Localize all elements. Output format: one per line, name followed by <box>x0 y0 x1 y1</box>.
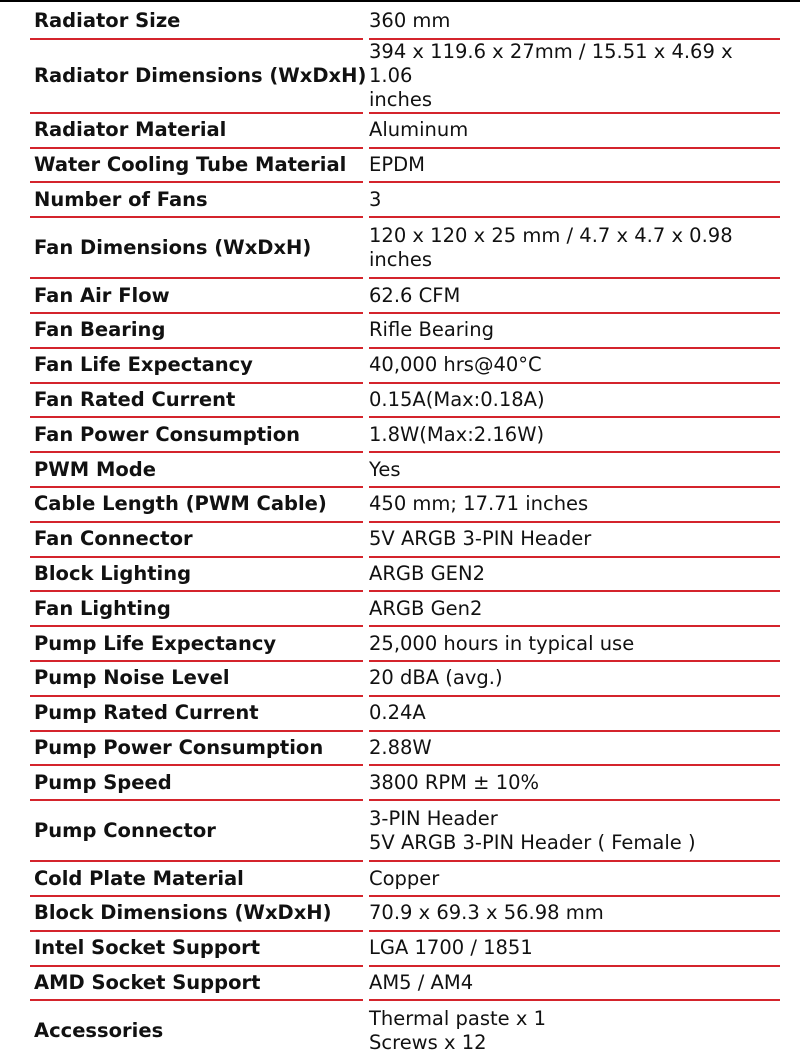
spec-value <box>364 896 780 931</box>
spec-value-line: EPDM <box>369 152 425 176</box>
spec-row <box>30 217 780 278</box>
spec-label: AMD Socket Support <box>30 966 364 1001</box>
spec-value-line: 2.88W <box>369 735 432 759</box>
spec-value <box>364 626 780 661</box>
spec-row <box>30 313 780 348</box>
spec-value <box>364 217 780 278</box>
spec-value <box>364 417 780 452</box>
spec-label: Intel Socket Support <box>30 931 364 966</box>
spec-value-line: 360 mm <box>369 9 451 33</box>
spec-row <box>30 182 780 217</box>
spec-label: Fan Air Flow <box>30 278 364 313</box>
spec-value-line: 5V ARGB 3-PIN Header ( Female ) <box>369 830 696 854</box>
spec-row <box>30 800 780 861</box>
spec-label: Fan Life Expectancy <box>30 348 364 383</box>
spec-value-line: AM5 / AM4 <box>369 970 474 994</box>
spec-value-line: 3800 RPM ± 10% <box>369 770 540 794</box>
spec-value-line: 450 mm; 17.71 inches <box>369 492 589 516</box>
spec-label: PWM Mode <box>30 452 364 487</box>
spec-row <box>30 417 780 452</box>
spec-row <box>30 39 780 113</box>
spec-value-line: 62.6 CFM <box>369 283 461 307</box>
spec-row <box>30 278 780 313</box>
spec-value-line: 3 <box>369 187 382 211</box>
spec-label: Radiator Size <box>30 5 364 39</box>
spec-row <box>30 348 780 383</box>
spec-value <box>364 487 780 522</box>
spec-label: Number of Fans <box>30 182 364 217</box>
spec-value <box>364 522 780 557</box>
spec-label: Pump Rated Current <box>30 696 364 731</box>
spec-label: Fan Rated Current <box>30 383 364 418</box>
spec-value <box>364 591 780 626</box>
spec-value <box>364 661 780 696</box>
spec-label: Radiator Dimensions (WxDxH) <box>30 39 364 113</box>
spec-table <box>30 5 780 1060</box>
spec-value <box>364 696 780 731</box>
spec-value-line: Rifle Bearing <box>369 318 494 342</box>
spec-value-line: 1.8W(Max:2.16W) <box>369 422 545 446</box>
spec-value <box>364 1000 780 1060</box>
spec-row <box>30 522 780 557</box>
spec-value-line: 40,000 hrs@40°C <box>369 353 542 377</box>
spec-row <box>30 896 780 931</box>
spec-value-line: 0.15A(Max:0.18A) <box>369 387 545 411</box>
spec-value-line: 20 dBA (avg.) <box>369 666 503 690</box>
spec-value <box>364 5 780 39</box>
spec-row <box>30 931 780 966</box>
spec-row <box>30 487 780 522</box>
spec-label: Block Dimensions (WxDxH) <box>30 896 364 931</box>
spec-label: Pump Power Consumption <box>30 731 364 766</box>
spec-value-line: ARGB Gen2 <box>369 596 483 620</box>
spec-value-line: 70.9 x 69.3 x 56.98 mm <box>369 901 604 925</box>
spec-table-body <box>30 5 780 1060</box>
spec-value <box>364 348 780 383</box>
spec-label: Fan Bearing <box>30 313 364 348</box>
spec-value-line: 120 x 120 x 25 mm / 4.7 x 4.7 x 0.98 <box>369 223 733 247</box>
spec-value-line: 394 x 119.6 x 27mm / 15.51 x 4.69 x 1.06 <box>369 39 733 87</box>
spec-value-line: Thermal paste x 1 <box>369 1006 546 1030</box>
spec-value <box>364 731 780 766</box>
spec-row <box>30 383 780 418</box>
spec-value <box>364 765 780 800</box>
spec-label: Cable Length (PWM Cable) <box>30 487 364 522</box>
spec-value <box>364 148 780 183</box>
spec-value-line: 5V ARGB 3-PIN Header <box>369 527 592 551</box>
spec-value-line: inches <box>369 247 433 271</box>
spec-label: Block Lighting <box>30 557 364 592</box>
spec-label: Radiator Material <box>30 113 364 148</box>
spec-value <box>364 557 780 592</box>
spec-row <box>30 661 780 696</box>
spec-label: Pump Noise Level <box>30 661 364 696</box>
spec-row <box>30 696 780 731</box>
spec-value <box>364 383 780 418</box>
spec-value-line: 0.24A <box>369 701 426 725</box>
spec-label: Fan Dimensions (WxDxH) <box>30 217 364 278</box>
spec-row <box>30 861 780 896</box>
spec-label: Cold Plate Material <box>30 861 364 896</box>
spec-value <box>364 861 780 896</box>
spec-row <box>30 148 780 183</box>
spec-label: Water Cooling Tube Material <box>30 148 364 183</box>
spec-row <box>30 966 780 1001</box>
spec-value <box>364 113 780 148</box>
spec-row <box>30 591 780 626</box>
spec-value <box>364 182 780 217</box>
spec-label: Pump Connector <box>30 800 364 861</box>
spec-value <box>364 966 780 1001</box>
spec-value-line: 3-PIN Header <box>369 806 498 830</box>
spec-row <box>30 113 780 148</box>
spec-label: Pump Speed <box>30 765 364 800</box>
spec-value-line: Copper <box>369 866 440 890</box>
spec-value <box>364 39 780 113</box>
spec-value <box>364 313 780 348</box>
spec-value-line: ARGB GEN2 <box>369 561 486 585</box>
spec-row <box>30 5 780 39</box>
spec-label: Accessories <box>34 1018 164 1042</box>
spec-value-line: inches <box>369 87 433 111</box>
spec-label: Fan Connector <box>30 522 364 557</box>
spec-row <box>30 452 780 487</box>
spec-label: Fan Lighting <box>30 591 364 626</box>
spec-label: Pump Life Expectancy <box>30 626 364 661</box>
spec-value-line: Aluminum <box>369 118 469 142</box>
spec-value-line: Yes <box>369 457 401 481</box>
spec-value-line: LGA 1700 / 1851 <box>369 936 533 960</box>
spec-row <box>30 731 780 766</box>
spec-row <box>30 765 780 800</box>
spec-value <box>364 452 780 487</box>
spec-value-line: Screws x 12 <box>369 1030 487 1054</box>
spec-row <box>30 557 780 592</box>
spec-row <box>30 626 780 661</box>
top-border <box>0 0 800 2</box>
spec-value-line: 25,000 hours in typical use <box>369 631 635 655</box>
spec-label: Fan Power Consumption <box>30 417 364 452</box>
spec-value <box>364 800 780 861</box>
spec-row <box>30 1000 780 1060</box>
spec-value <box>364 931 780 966</box>
spec-value <box>364 278 780 313</box>
